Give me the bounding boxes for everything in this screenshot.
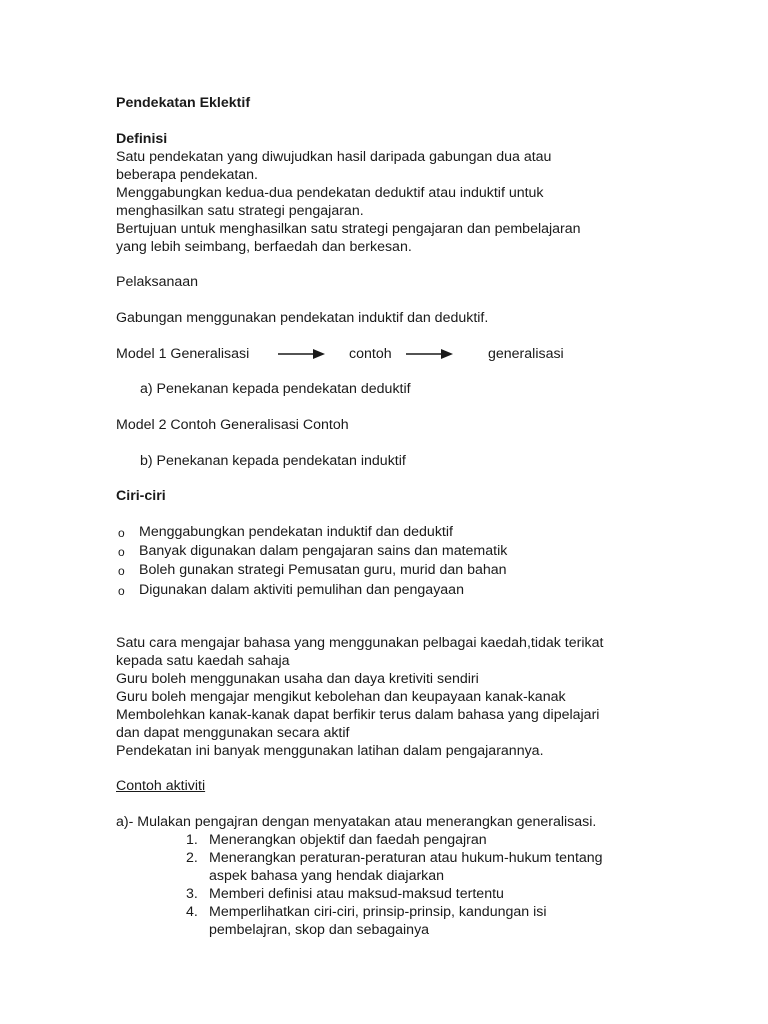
ciri-heading: Ciri-ciri bbox=[116, 488, 166, 504]
document-title: Pendekatan Eklektif bbox=[116, 95, 251, 111]
model1-label: Model 1 Generalisasi bbox=[116, 346, 250, 362]
definisi-line: Bertujuan untuk menghasilkan satu strategi pengajaran dan pembelajaran bbox=[116, 221, 581, 237]
step-text: pembelajran, skop dan sebagainya bbox=[209, 922, 430, 938]
paragraph-line: Guru boleh menggunakan usaha dan daya kretiviti sendiri bbox=[116, 671, 479, 687]
step-text: aspek bahasa yang hendak diajarkan bbox=[209, 868, 445, 884]
ciri-item: Menggabungkan pendekatan induktif dan deduktif bbox=[139, 524, 453, 540]
pelaksanaan-heading: Pelaksanaan bbox=[116, 274, 199, 290]
bullet-icon: o bbox=[118, 584, 125, 598]
ciri-item: Digunakan dalam aktiviti pemulihan dan pengayaan bbox=[139, 582, 464, 598]
bullet-icon: o bbox=[118, 526, 125, 540]
model2-label: Model 2 Contoh Generalisasi Contoh bbox=[116, 417, 349, 433]
step-text: Memperlihatkan ciri-ciri, prinsip-prinsip, kandungan isi bbox=[209, 904, 547, 920]
ciri-item: Banyak digunakan dalam pengajaran sains dan matematik bbox=[139, 543, 508, 559]
arrow-right-icon bbox=[278, 347, 326, 361]
contoh-intro: a)- Mulakan pengajran dengan menyatakan atau menerangkan generalisasi. bbox=[116, 814, 597, 830]
arrow-right-icon bbox=[406, 347, 454, 361]
definisi-line: Satu pendekatan yang diwujudkan hasil daripada gabungan dua atau bbox=[116, 149, 552, 165]
ciri-item: Boleh gunakan strategi Pemusatan guru, murid dan bahan bbox=[139, 562, 507, 578]
definisi-line: beberapa pendekatan. bbox=[116, 167, 258, 183]
definisi-line: yang lebih seimbang, berfaedah dan berkesan. bbox=[116, 239, 412, 255]
paragraph-line: Membolehkan kanak-kanak dapat berfikir terus dalam bahasa yang dipelajari bbox=[116, 707, 600, 723]
step-number: 3. bbox=[186, 886, 198, 902]
paragraph-line: dan dapat menggunakan secara aktif bbox=[116, 725, 350, 741]
definisi-line: Menggabungkan kedua-dua pendekatan deduktif atau induktif untuk bbox=[116, 185, 544, 201]
step-text: Memberi definisi atau maksud-maksud tertentu bbox=[209, 886, 504, 902]
step-text: Menerangkan objektif dan faedah pengajran bbox=[209, 832, 487, 848]
paragraph-line: kepada satu kaedah sahaja bbox=[116, 653, 290, 669]
contoh-heading: Contoh aktiviti bbox=[116, 778, 206, 794]
step-number: 1. bbox=[186, 832, 198, 848]
model2-note: b) Penekanan kepada pendekatan induktif bbox=[140, 453, 406, 469]
definisi-heading: Definisi bbox=[116, 131, 168, 147]
bullet-icon: o bbox=[118, 564, 125, 578]
definisi-line: menghasilkan satu strategi pengajaran. bbox=[116, 203, 364, 219]
model1-step-generalisasi: generalisasi bbox=[488, 346, 564, 362]
paragraph-line: Pendekatan ini banyak menggunakan latihan dalam pengajarannya. bbox=[116, 743, 544, 759]
paragraph-line: Guru boleh mengajar mengikut kebolehan dan keupayaan kanak-kanak bbox=[116, 689, 566, 705]
model1-note: a) Penekanan kepada pendekatan deduktif bbox=[140, 381, 411, 397]
step-number: 4. bbox=[186, 904, 198, 920]
pelaksanaan-intro: Gabungan menggunakan pendekatan induktif dan deduktif. bbox=[116, 310, 489, 326]
paragraph-line: Satu cara mengajar bahasa yang menggunakan pelbagai kaedah,tidak terikat bbox=[116, 635, 604, 651]
model1-step-contoh: contoh bbox=[349, 346, 392, 362]
step-number: 2. bbox=[186, 850, 198, 866]
step-text: Menerangkan peraturan-peraturan atau hukum-hukum tentang bbox=[209, 850, 603, 866]
bullet-icon: o bbox=[118, 545, 125, 559]
